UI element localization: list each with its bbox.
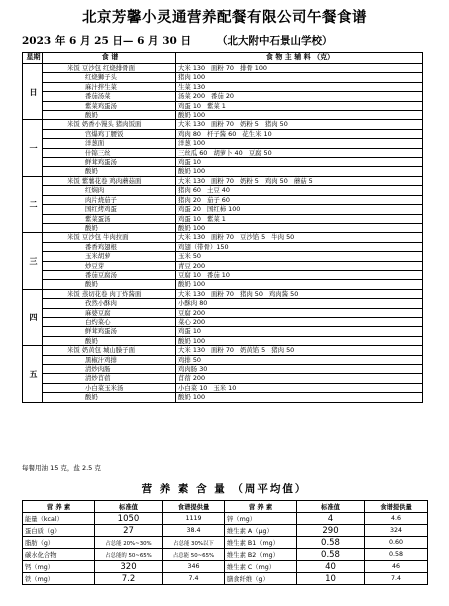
nutrition-cell: 4 — [297, 513, 365, 525]
nutrition-cell: 290 — [297, 525, 365, 537]
dish-cell: 什锦三丝 — [43, 148, 176, 157]
ingredient-cell — [176, 317, 423, 326]
dish-cell: 鲜茸鸡蛋汤 — [43, 327, 176, 336]
ingredient-item: 大米 130 — [178, 120, 206, 129]
menu-row — [23, 120, 423, 129]
ingredient-item: 胡萝卜 40 — [213, 148, 243, 157]
nutrition-header: 食谱提供量 — [163, 501, 225, 513]
ingredient-item: 洋葱 100 — [178, 139, 206, 148]
menu-table — [22, 52, 423, 403]
ingredient-item: 鸡排 50 — [178, 355, 201, 364]
dish-cell: 国红烤鸡蛋 — [43, 205, 176, 214]
dish-cell: 红烧狮子头 — [43, 73, 176, 82]
dish-cell: 玉米胡萝 — [43, 252, 176, 261]
ingredient-cell — [176, 242, 423, 251]
nutrition-row — [23, 513, 428, 525]
dish-cell: 白灼菜心 — [43, 317, 176, 326]
ingredient-item: 汤菜 200 — [178, 92, 206, 101]
ingredient-item: 玉米 10 — [213, 383, 237, 392]
menu-row — [23, 261, 423, 270]
dish-cell: 紫菜鸡蛋汤 — [43, 101, 176, 110]
nutrition-row — [23, 549, 428, 561]
ingredient-cell — [176, 308, 423, 317]
nutrition-header: 营 养 素 — [225, 501, 297, 513]
ingredient-cell — [176, 92, 423, 101]
ingredient-cell — [176, 393, 423, 402]
ingredient-item: 酸奶 100 — [178, 111, 206, 120]
ingredient-item: 豆腐 10 — [178, 270, 201, 279]
ingredient-item: 生菜 130 — [178, 82, 206, 91]
menu-row — [23, 374, 423, 383]
menu-row — [23, 252, 423, 261]
nutrition-cell: 维生素 A（μg） — [225, 525, 297, 537]
dish-cell: 米饭 豆沙包 红烧排骨面 — [43, 64, 176, 73]
dish-cell: 小白菜玉米汤 — [43, 383, 176, 392]
nutrition-cell: 脂肪（g） — [23, 537, 95, 549]
nutrition-cell: 4.6 — [365, 513, 428, 525]
ingredient-item: 鸡蛋 20 — [178, 205, 201, 214]
menu-row — [23, 195, 423, 204]
ingredient-cell — [176, 261, 423, 270]
ingredient-item: 鸡蛋 10 — [178, 214, 201, 223]
nutrition-cell: 1119 — [163, 513, 225, 525]
ingredient-cell — [176, 205, 423, 214]
menu-row — [23, 129, 423, 138]
ingredient-item: 国红柿 100 — [206, 205, 241, 214]
menu-row — [23, 280, 423, 289]
nutrition-row — [23, 537, 428, 549]
ingredient-cell — [176, 176, 423, 185]
nutrition-cell: 占总能 30%以下 — [163, 537, 225, 549]
ingredient-cell — [176, 186, 423, 195]
ingredient-item: 鸡肉肠 30 — [178, 365, 208, 373]
date-range-text: 2023 年 6 月 25 日— 6 月 30 日 — [22, 35, 191, 47]
ingredient-item: 鸡蛋 10 — [178, 327, 201, 336]
nutrition-cell: 能量（kcal） — [23, 513, 95, 525]
nutrition-cell: 320 — [95, 561, 163, 573]
col-week-header: 星期 — [23, 53, 43, 64]
ingredient-item: 猪肉 50 — [264, 120, 288, 129]
dish-cell: 黑椒汁鸡排 — [43, 355, 176, 364]
ingredient-cell — [176, 64, 423, 73]
ingredient-item: 大米 130 — [178, 176, 206, 185]
nutrition-cell: 0.60 — [365, 537, 428, 549]
ingredient-cell — [176, 252, 423, 261]
nutrition-cell: 占总能 20%~30% — [95, 537, 163, 549]
nutrition-cell: 蛋白质（g） — [23, 525, 95, 537]
weekday-cell: 二 — [23, 176, 43, 232]
ingredient-item: 酸奶 100 — [178, 167, 206, 176]
ingredient-cell — [176, 111, 423, 120]
ingredient-item: 紫菜 1 — [206, 214, 226, 223]
ingredient-cell — [176, 129, 423, 138]
dish-cell: 红焖肉 — [43, 186, 176, 195]
menu-row — [23, 355, 423, 364]
nutrition-row — [23, 525, 428, 537]
dish-cell: 酸奶 — [43, 223, 176, 232]
ingredient-item: 猪肉 50 — [271, 346, 295, 355]
menu-row — [23, 73, 423, 82]
ingredient-cell — [176, 327, 423, 336]
nutrition-cell: 346 — [163, 561, 225, 573]
weekday-cell: 一 — [23, 120, 43, 176]
nutrition-cell: 7.2 — [95, 573, 163, 585]
ingredient-item: 猪肉 50 — [239, 289, 263, 298]
ingredient-cell — [176, 383, 423, 392]
menu-row — [23, 365, 423, 374]
ingredient-cell — [176, 73, 423, 82]
menu-row — [23, 158, 423, 167]
menu-row — [23, 214, 423, 223]
ingredient-cell — [176, 214, 423, 223]
menu-row — [23, 308, 423, 317]
ingredient-item: 鸡蛋 10 — [178, 158, 201, 167]
nutrition-cell: 钙（mg） — [23, 561, 95, 573]
ingredient-item: 鸡翅（带骨）150 — [178, 242, 229, 251]
menu-row — [23, 270, 423, 279]
nutrition-cell: 锌（mg） — [225, 513, 297, 525]
menu-row — [23, 205, 423, 214]
menu-row — [23, 336, 423, 345]
weekday-cell: 日 — [23, 64, 43, 120]
ingredient-item: 鸡肉 80 — [178, 129, 201, 138]
ingredient-item: 青豆 200 — [178, 261, 206, 270]
ingredient-cell — [176, 365, 423, 374]
dish-cell: 米饭 蒸切花卷 肉丁炸酱面 — [43, 289, 176, 298]
ingredient-item: 排骨 100 — [239, 64, 267, 72]
ingredient-item: 酸奶 100 — [178, 393, 206, 402]
school-name: （北大附中石景山学校） — [216, 35, 333, 47]
dish-cell: 米饭 豆沙包 牛肉拉面 — [43, 233, 176, 242]
nutrition-cell: 7.4 — [163, 573, 225, 585]
nutrition-header: 标准值 — [95, 501, 163, 513]
dish-cell: 炒豆芽 — [43, 261, 176, 270]
ingredient-item: 鸡肉酱 50 — [268, 289, 299, 298]
ingredient-item: 酸奶 100 — [178, 336, 206, 345]
ingredient-item: 鸡蛋 10 — [178, 101, 201, 110]
ingredient-item: 小白菜 10 — [178, 383, 208, 392]
nutrition-cell: 铁（mg） — [23, 573, 95, 585]
weekday-cell: 五 — [23, 346, 43, 402]
ingredient-cell — [176, 270, 423, 279]
ingredient-cell — [176, 299, 423, 308]
dish-cell: 肉片烧茄子 — [43, 195, 176, 204]
menu-row — [23, 111, 423, 120]
ingredient-item: 玉米 50 — [178, 252, 201, 261]
nutrition-cell: 46 — [365, 561, 428, 573]
nutrition-cell: 38.4 — [163, 525, 225, 537]
nutrition-cell: 40 — [297, 561, 365, 573]
ingredient-item: 酸奶 100 — [178, 223, 206, 232]
ingredient-item: 紫菜 1 — [206, 101, 226, 110]
menu-row — [23, 148, 423, 157]
menu-row — [23, 223, 423, 232]
nutrition-row — [23, 573, 428, 585]
dish-cell: 麻婆豆腐 — [43, 308, 176, 317]
col-dish-header: 食 谱 — [43, 53, 176, 64]
dish-cell: 紫菜蛋汤 — [43, 214, 176, 223]
dish-cell: 番香鸡翅根 — [43, 242, 176, 251]
ingredient-item: 苜蓿 200 — [178, 374, 206, 383]
ingredient-item: 杆子酱 60 — [206, 129, 237, 138]
ingredient-cell — [176, 336, 423, 345]
menu-row — [23, 289, 423, 298]
menu-row — [23, 92, 423, 101]
ingredient-cell — [176, 195, 423, 204]
menu-row — [23, 101, 423, 110]
ingredient-item: 猪肉 20 — [178, 195, 201, 204]
ingredient-item: 豆沙馅 5 — [239, 233, 266, 242]
menu-row — [23, 393, 423, 402]
ingredient-cell — [176, 280, 423, 289]
ingredient-item: 蘑菇 5 — [293, 176, 313, 185]
nutrition-cell: 0.58 — [297, 549, 365, 561]
menu-row — [23, 82, 423, 91]
ingredient-item: 三丝瓜 60 — [178, 148, 208, 157]
ingredient-item: 菜心 200 — [178, 317, 206, 326]
ingredient-cell — [176, 374, 423, 383]
dish-cell: 清炒肉肠 — [43, 365, 176, 374]
dish-cell: 酸奶 — [43, 280, 176, 289]
ingredient-item: 茄子 60 — [206, 195, 230, 204]
ingredient-cell — [176, 223, 423, 232]
ingredient-cell — [176, 167, 423, 176]
ingredient-item: 奶黄馅 5 — [239, 346, 266, 355]
dish-cell: 米饭 紫薯花卷 鸡肉蘑菇面 — [43, 176, 176, 185]
dish-cell: 酸奶 — [43, 336, 176, 345]
ingredient-item: 猪肉 60 — [178, 186, 201, 195]
nutrition-row — [23, 561, 428, 573]
dish-cell: 鲜茸鸡蛋汤 — [43, 158, 176, 167]
ingredient-item: 牛肉 50 — [271, 233, 295, 242]
dish-cell: 米饭 奶黄包 城山臊子面 — [43, 346, 176, 355]
dish-cell: 酸奶 — [43, 393, 176, 402]
ingredient-item: 酸奶 100 — [178, 280, 206, 289]
ingredient-item: 大米 130 — [178, 64, 206, 72]
ingredient-item: 大米 130 — [178, 289, 206, 298]
ingredient-item: 花生米 10 — [242, 129, 272, 138]
dish-cell: 麻汁拌生菜 — [43, 82, 176, 91]
ingredient-item: 豆腐 200 — [178, 308, 206, 317]
ingredient-item: 土豆 40 — [206, 186, 230, 195]
dish-cell: 洋葱面 — [43, 139, 176, 148]
dish-cell: 宫爆鸡丁腰饭 — [43, 129, 176, 138]
dish-cell: 米饭 奶香小馒头 猪肉饭面 — [43, 120, 176, 129]
nutrition-cell: 10 — [297, 573, 365, 585]
col-ingredient-header: 食 物 主 辅 料 （克） — [176, 53, 423, 64]
nutrition-cell: 占总能 50~65% — [163, 549, 225, 561]
dish-cell: 清炒苜蓿 — [43, 374, 176, 383]
menu-row — [23, 299, 423, 308]
nutrition-cell: 维生素 B1（mg） — [225, 537, 297, 549]
menu-row — [23, 139, 423, 148]
ingredient-item: 面粉 70 — [211, 64, 234, 72]
date-range — [22, 33, 332, 48]
ingredient-item: 大米 130 — [178, 346, 206, 355]
ingredient-cell — [176, 101, 423, 110]
menu-row — [23, 346, 423, 355]
nutrition-cell: 维生素 B2（mg） — [225, 549, 297, 561]
dish-cell: 酸奶 — [43, 167, 176, 176]
menu-row — [23, 176, 423, 185]
weekday-cell: 四 — [23, 289, 43, 345]
dish-cell: 孜然小酥肉 — [43, 299, 176, 308]
ingredient-cell — [176, 289, 423, 298]
page-title: 北京芳馨小灵通营养配餐有限公司午餐食谱 — [82, 9, 367, 26]
ingredient-item: 面粉 70 — [211, 120, 234, 129]
menu-row — [23, 383, 423, 392]
ingredient-cell — [176, 346, 423, 355]
ingredient-item: 豆腐 50 — [248, 148, 272, 157]
ingredient-cell — [176, 233, 423, 242]
nutrition-cell: 维生素 C（mg） — [225, 561, 297, 573]
oil-salt-note: 每餐用油 15 克，盐 2.5 克 — [22, 464, 101, 472]
ingredient-item: 面粉 70 — [211, 176, 234, 185]
ingredient-cell — [176, 139, 423, 148]
nutrition-cell: 膳食纤维（g） — [225, 573, 297, 585]
ingredient-item: 番茄 10 — [206, 270, 230, 279]
nutrition-cell: 0.58 — [297, 537, 365, 549]
nutrition-cell: 324 — [365, 525, 428, 537]
nutrition-table — [22, 500, 428, 585]
dish-cell: 番茄豆腐汤 — [43, 270, 176, 279]
ingredient-item: 番茄 20 — [211, 92, 234, 101]
ingredient-cell — [176, 120, 423, 129]
ingredient-item: 面粉 70 — [211, 289, 234, 298]
menu-row — [23, 242, 423, 251]
menu-row — [23, 327, 423, 336]
ingredient-item: 面粉 70 — [211, 233, 234, 242]
menu-row — [23, 167, 423, 176]
nutrition-header: 食谱提供量 — [365, 501, 428, 513]
nutrition-cell: 占总能的 50~65% — [95, 549, 163, 561]
nutrition-cell: 27 — [95, 525, 163, 537]
menu-row — [23, 186, 423, 195]
ingredient-cell — [176, 355, 423, 364]
ingredient-item: 奶粉 5 — [239, 120, 259, 129]
nutrition-cell: 0.58 — [365, 549, 428, 561]
nutrition-cell: 7.4 — [365, 573, 428, 585]
ingredient-item: 小酥肉 80 — [178, 299, 208, 308]
ingredient-cell — [176, 82, 423, 91]
ingredient-item: 大米 130 — [178, 233, 206, 242]
nutrition-title: 营 养 素 含 量 （周平均值） — [141, 483, 308, 495]
ingredient-item: 面粉 70 — [211, 346, 234, 355]
dish-cell: 番茄汤菜 — [43, 92, 176, 101]
nutrition-header: 营 养 素 — [23, 501, 95, 513]
ingredient-item: 猪肉 100 — [178, 73, 206, 82]
dish-cell: 酸奶 — [43, 111, 176, 120]
menu-row — [23, 64, 423, 73]
menu-row — [23, 317, 423, 326]
weekday-cell: 三 — [23, 233, 43, 289]
nutrition-cell: 碳水化合物 — [23, 549, 95, 561]
ingredient-item: 奶粉 5 — [239, 176, 259, 185]
menu-row — [23, 233, 423, 242]
ingredient-item: 鸡肉 50 — [264, 176, 288, 185]
nutrition-cell: 1050 — [95, 513, 163, 525]
nutrition-header: 标准值 — [297, 501, 365, 513]
ingredient-cell — [176, 148, 423, 157]
ingredient-cell — [176, 158, 423, 167]
